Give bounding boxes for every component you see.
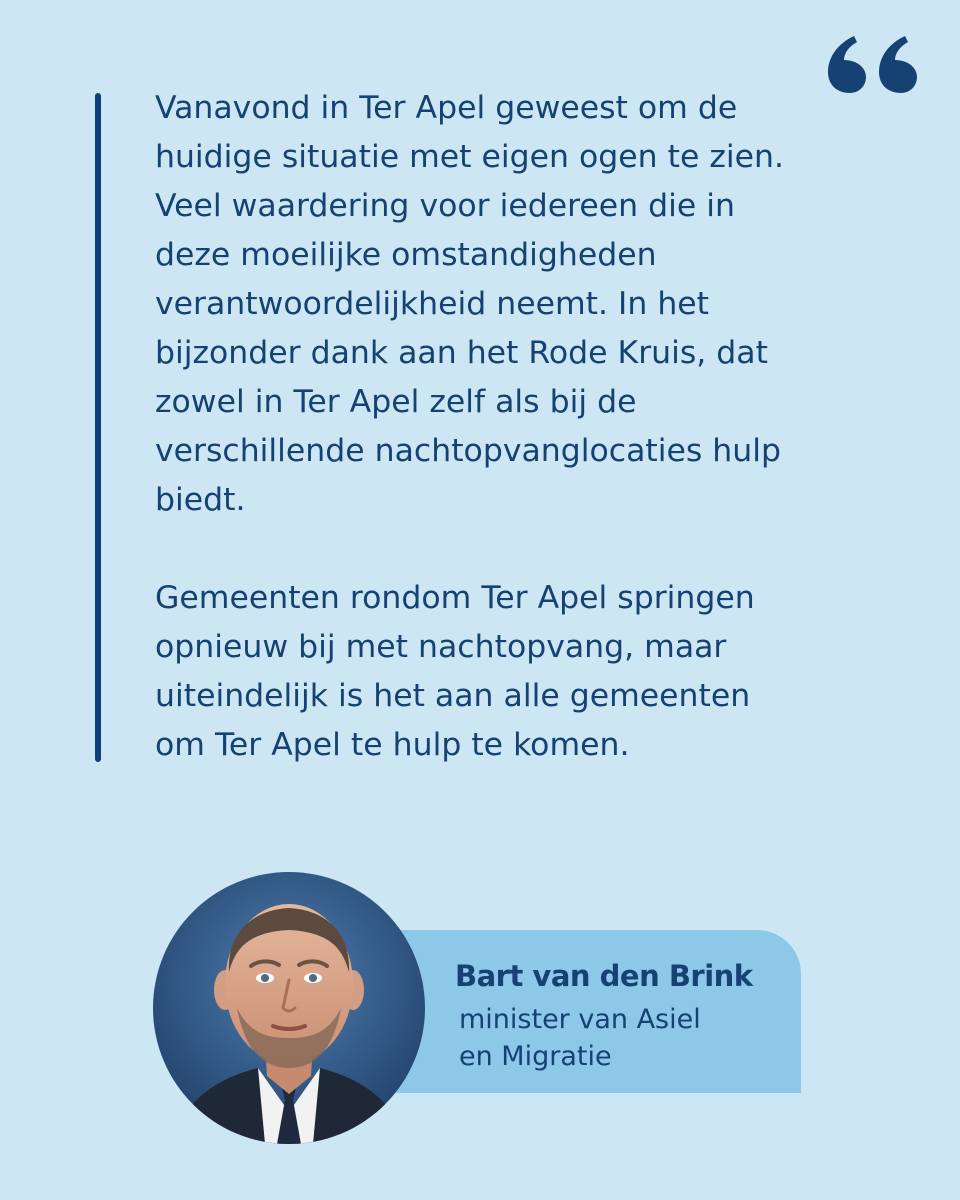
quote-paragraph-2: Gemeenten rondom Ter Apel springen opnieuw bij met nachtopvang, maar uiteindelijk is het aan alle gemeenten om Ter Apel te hulp te komen. — [155, 580, 755, 763]
author-name: Bart van den Brink — [455, 959, 753, 993]
author-portrait — [153, 872, 425, 1144]
quote-accent-bar — [95, 93, 101, 762]
author-role: minister van Asiel en Migratie — [459, 1004, 701, 1072]
quote-text — [155, 84, 855, 770]
quote-paragraph-1: Vanavond in Ter Apel geweest om de huidige situatie met eigen ogen te zien. Veel waardering voor iedereen die in deze moeilijke omstandigheden verantwoordelijkheid neemt. In het bijzonder dank aan het Rode Kruis, dat zowel in Ter Apel zelf als bij de verschillende nachtopvanglocaties hulp biedt. — [155, 90, 785, 518]
